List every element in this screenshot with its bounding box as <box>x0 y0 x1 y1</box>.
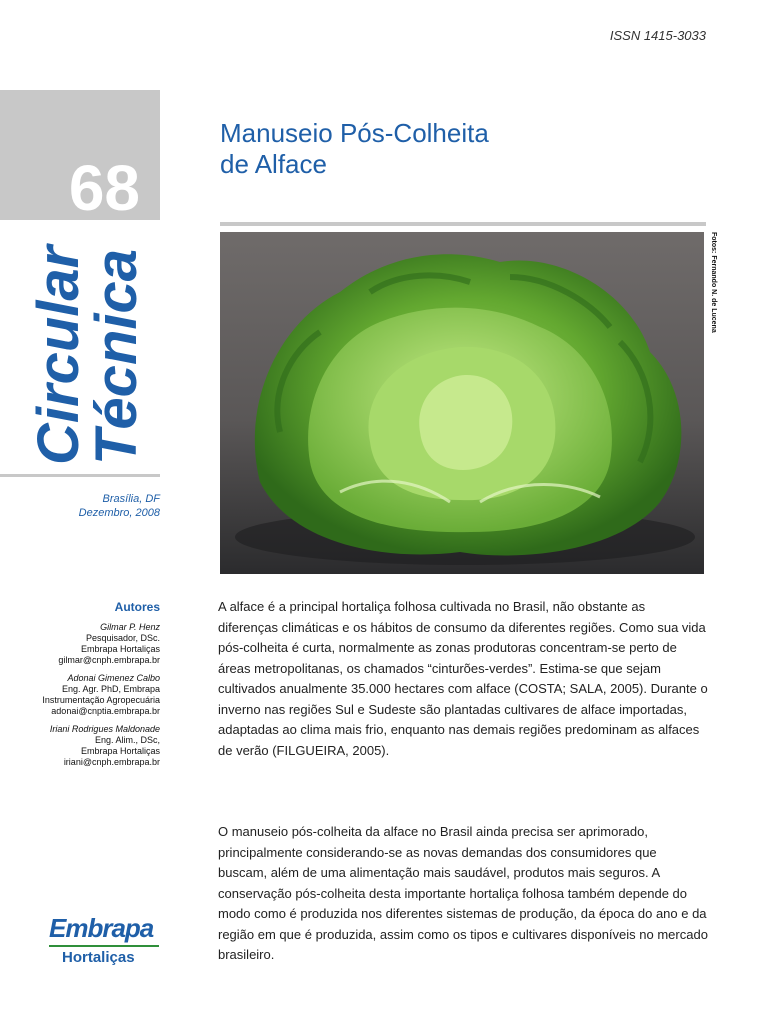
logo-line <box>49 945 159 947</box>
author-detail: Embrapa Hortaliças <box>80 746 160 756</box>
author-detail: Eng. Agr. PhD, Embrapa <box>61 684 160 694</box>
lettuce-photo <box>220 232 704 574</box>
author-email: gilmar@cnph.embrapa.br <box>58 655 160 665</box>
author-item <box>10 673 160 717</box>
series-title-line1: Circular <box>26 245 91 465</box>
author-email: adonai@cnptia.embrapa.br <box>51 706 160 716</box>
left-divider <box>0 474 160 477</box>
embrapa-logo <box>46 903 164 973</box>
photo-credit <box>707 232 719 392</box>
author-email: iriani@cnph.embrapa.br <box>63 757 160 767</box>
date: Dezembro, 2008 <box>78 507 160 519</box>
author-name: Iriani Rodrigues Maldonade <box>49 724 160 734</box>
series-title <box>26 230 150 465</box>
photo-credit-text: Fotos: Fernando N. de Lucena <box>710 232 717 333</box>
series-number-block <box>0 90 160 224</box>
author-detail: Pesquisador, DSc. <box>85 633 160 643</box>
lettuce-illustration <box>220 232 704 574</box>
author-item <box>10 622 160 666</box>
series-number: 68 <box>68 152 140 224</box>
author-name: Gilmar P. Henz <box>100 622 160 632</box>
author-item <box>10 724 160 768</box>
author-detail: Embrapa Hortaliças <box>80 644 160 654</box>
document-title <box>220 118 650 180</box>
logo-brand: Embrapa <box>49 913 154 943</box>
place: Brasília, DF <box>102 493 160 505</box>
title-divider <box>220 222 706 226</box>
place-date <box>79 492 160 520</box>
logo-unit: Hortaliças <box>62 949 135 966</box>
title-line1: Manuseio Pós-Colheita <box>220 118 489 148</box>
author-detail: Instrumentação Agropecuária <box>42 695 160 705</box>
author-detail: Eng. Alim., DSc, <box>94 735 160 745</box>
body-paragraph-1: A alface é a principal hortaliça folhosa cultivada no Brasil, não obstante as diferenças climáticas e os hábitos de consumo da diferentes regiões. Como sua vida pós-colheita é curta, normalmente as zonas produtoras concentram-se perto de áreas metropolitanas, os chamados “cinturões-verdes”. Estima-se que sejam cultivados anualmente 35.000 hectares com alface (COSTA; SALA, 2005). Durante o inverno nas regiões Sul e Sudeste são plantadas cultivares de alface importadas, adaptadas ao clima mais frio, enquanto nas demais regiões predominam as alfaces de verão (FILGUEIRA, 2005). <box>218 599 708 758</box>
series-title-line2: Técnica <box>84 249 149 465</box>
issn-number: ISSN 1415-3033 <box>609 28 706 43</box>
authors-heading: Autores <box>114 600 160 614</box>
author-name: Adonai Gimenez Calbo <box>67 673 160 683</box>
body-paragraph-2: O manuseio pós-colheita da alface no Brasil ainda precisa ser aprimorado, principalmente considerando-se as novas demandas dos consumidores que buscam, além de uma alimentação mais saudável, produtos mais seguros. A conservação pós-colheita desta importante hortaliça folhosa também depende do modo como é produzida nos diferentes sistemas de produção, da época do ano e da região em que é produzida, assim como os tipos e cultivares disponíveis no mercado brasileiro. <box>218 824 708 962</box>
authors-list <box>10 622 160 775</box>
title-line2: de Alface <box>220 149 327 179</box>
